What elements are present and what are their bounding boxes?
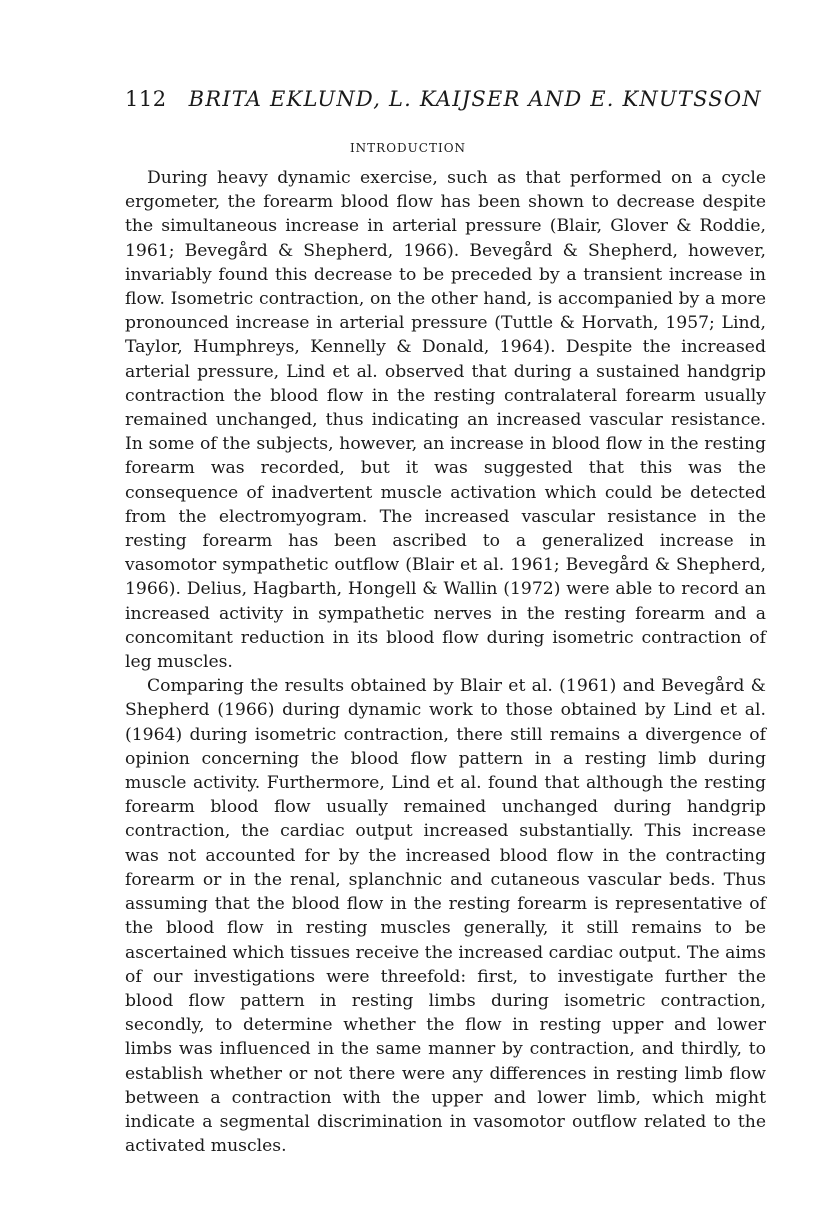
running-head [125,86,765,112]
running-title: BRITA EKLUND, L. KAIJSER AND E. KNUTSSON [188,87,762,111]
paragraph-1: During heavy dynamic exercise, such as that performed on a cycle ergometer, the forearm blood flow has been shown to decrease despite the simultaneous increase in arterial pressure (Blair, Glover & Roddie, 1961; Bevegård & Shepherd, 1966). Bevegård & Shepherd, however, invariably found this decrease to be preceded by a transient increase in flow. Isometric contraction, on the other hand, is accompanied by a more pronounced increase in arterial pressure (Tuttle & Horvath, 1957; Lind, Taylor, Humphreys, Kennelly & Donald, 1964). Despite the increased arterial pressure, Lind et al. observed that during a sustained handgrip contraction the blood flow in the resting contralateral forearm usually remained unchanged, thus indicating an increased vascular resistance. In some of the subjects, however, an increase in blood flow in the resting forearm was recorded, but it was suggested that this was the consequence of inadvertent muscle activation which could be detected from the electromyogram. The increased vascular resistance in the resting forearm has been ascribed to a generalized increase in vasomotor sympathetic outflow (Blair et al. 1961; Bevegård & Shepherd, 1966). Delius, Hagbarth, Hongell & Wallin (1972) were able to record an increased activity in sympathetic nerves in the resting forearm and a concomitant reduction in its blood flow during isometric contraction of leg muscles. [125,168,766,673]
body-text [125,166,766,1158]
paragraph-2: Comparing the results obtained by Blair et al. (1961) and Bevegård & Shepherd (1966) during dynamic work to those obtained by Lind et al. (1964) during isometric contraction, there still remains a divergence of opinion concerning the blood flow pattern in a resting limb during muscle activity. Furthermore, Lind et al. found that although the resting forearm blood flow usually remained unchanged during handgrip contraction, the cardiac output increased substantially. This increase was not accounted for by the increased blood flow in the contracting forearm or in the renal, splanchnic and cutaneous vascular beds. Thus assuming that the blood flow in the resting forearm is representative of the blood flow in resting muscles generally, it still remains to be ascertained which tissues receive the increased cardiac output. The aims of our investigations were threefold: first, to investigate further the blood flow pattern in resting limbs during isometric contraction, secondly, to determine whether the flow in resting upper and lower limbs was influenced in the same manner by contraction, and thirdly, to establish whether or not there were any differences in resting limb flow between a contraction with the upper and lower limb, which might indicate a segmental discrimination in vasomotor outflow related to the activated muscles. [125,676,766,1157]
section-heading: INTRODUCTION [349,141,467,155]
page-number: 112 [125,87,167,111]
